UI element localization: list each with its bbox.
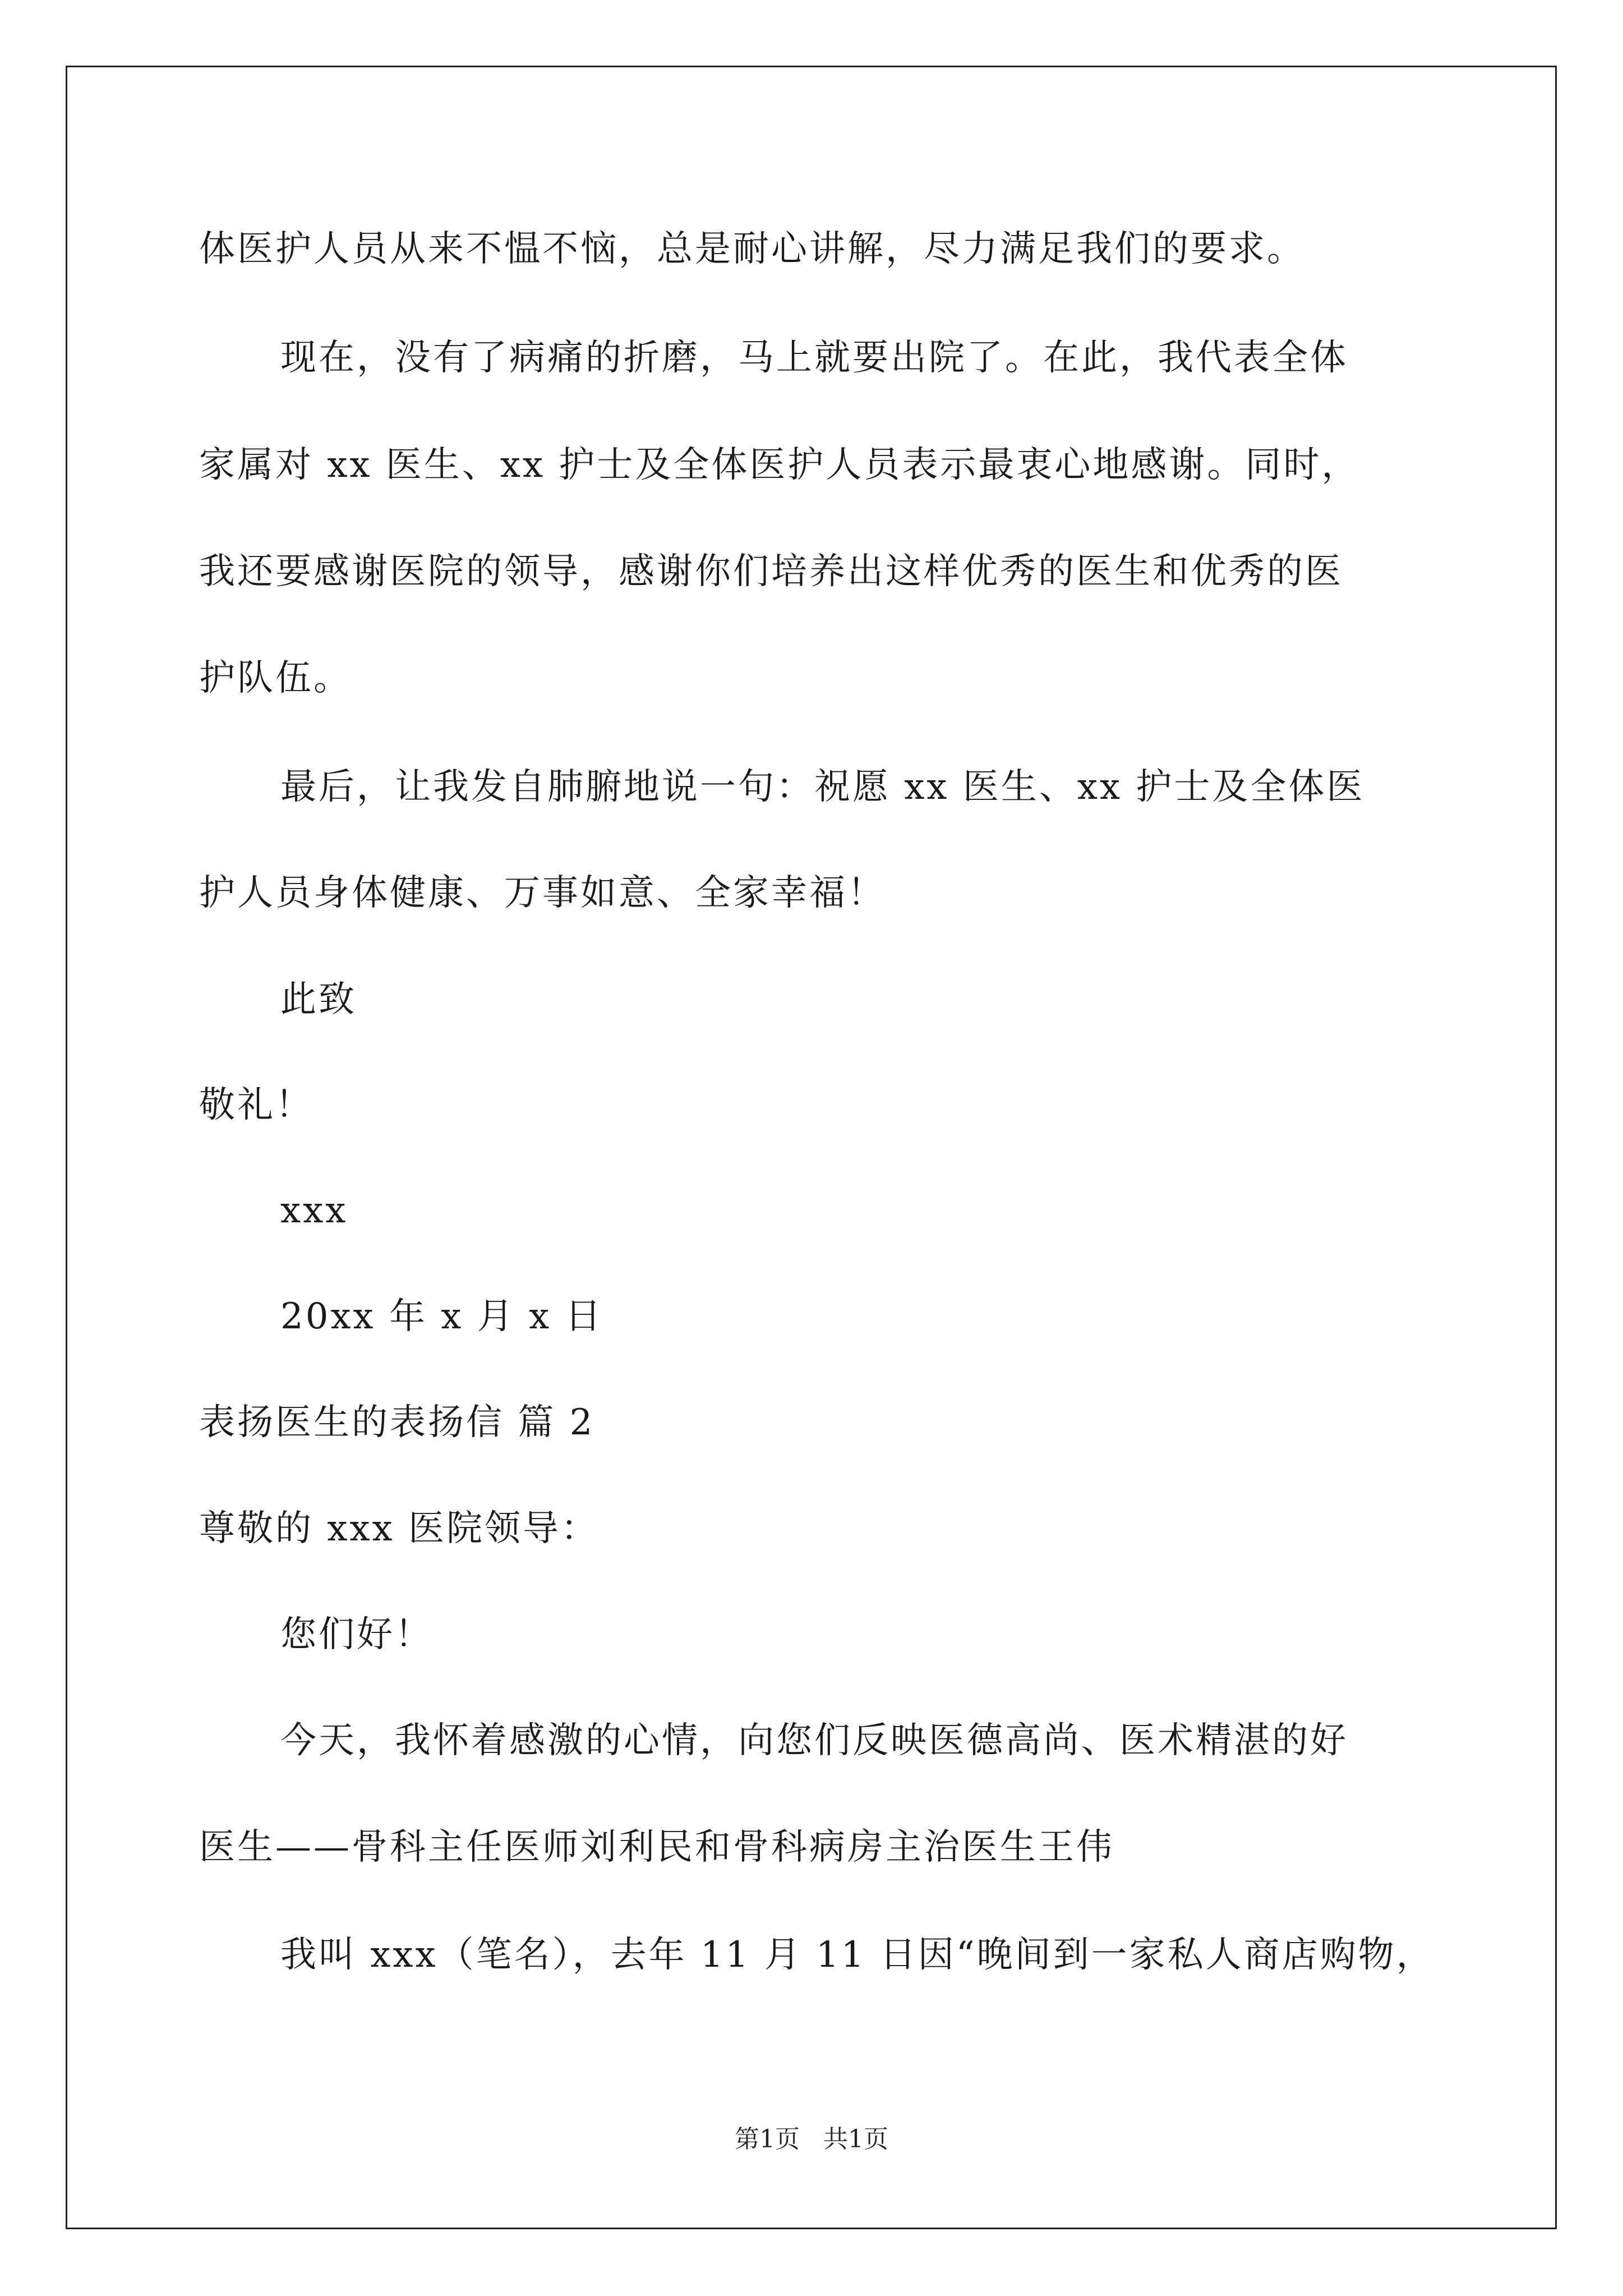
greeting: 您们好！ [280,1614,433,1655]
paragraph-line: 家属对 xx 医生、xx 护士及全体医护人员表示最衷心地感谢。同时， [199,444,1360,486]
paragraph-line: 护队伍。 [199,657,352,699]
paragraph-line: 护人员身体健康、万事如意、全家幸福！ [199,872,886,914]
section-heading: 表扬医生的表扬信 篇 2 [199,1402,595,1443]
page-total: 共1页 [823,2125,888,2154]
paragraph-line: 今天，我怀着感激的心情，向您们反映医德高尚、医术精湛的好 [280,1720,1348,1761]
paragraph-line: 我叫 xxx（笔名），去年 11 月 11 日因“晚间到一家私人商店购物， [280,1934,1435,1976]
page-border [66,66,1557,2229]
paragraph-line: 我还要感谢医院的领导，感谢你们培养出这样优秀的医生和优秀的医 [199,551,1343,592]
paragraph-line: 最后，让我发自肺腑地说一句：祝愿 xx 医生、xx 护士及全体医 [280,766,1365,808]
paragraph-line: 体医护人员从来不愠不恼，总是耐心讲解，尽力满足我们的要求。 [199,228,1305,270]
paragraph-line: 医生——骨科主任医师刘利民和骨科病房主治医生王伟 [199,1826,1114,1868]
date: 20xx 年 x 月 x 日 [280,1296,603,1337]
page-footer [0,2124,1623,2155]
signature: xxx [280,1190,348,1231]
closing-salutation: 此致 [280,979,357,1020]
page-number: 第1页 [735,2125,800,2154]
closing-salutation: 敬礼！ [199,1084,313,1126]
paragraph-line: 现在，没有了病痛的折磨，马上就要出院了。在此，我代表全体 [280,337,1348,379]
greeting: 尊敬的 xxx 医院领导： [199,1508,599,1549]
